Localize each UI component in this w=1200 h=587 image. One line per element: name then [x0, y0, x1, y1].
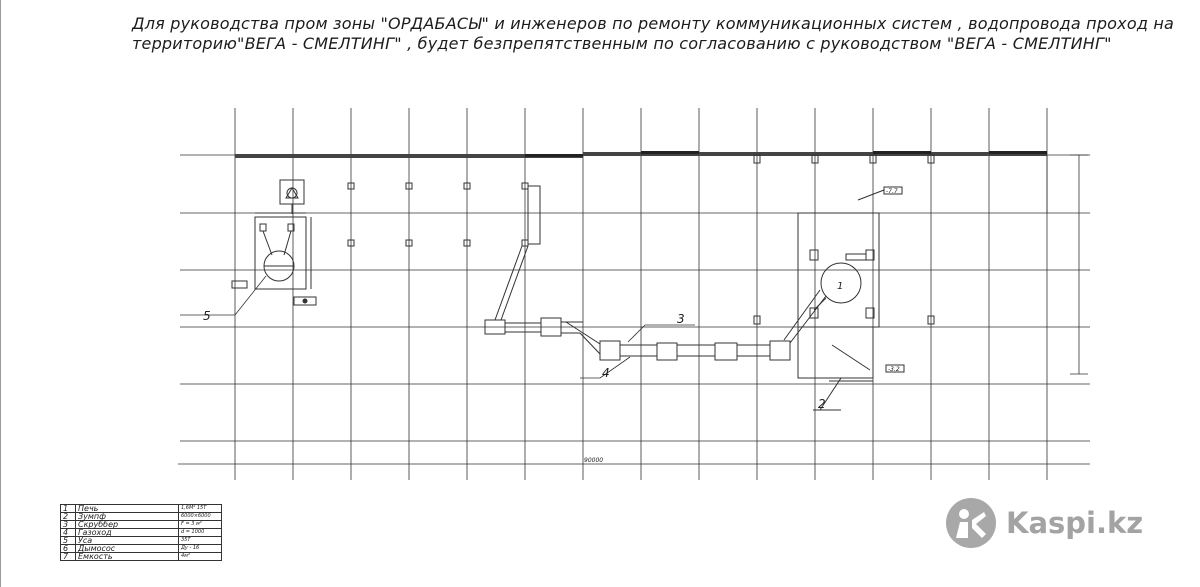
- legend-num: 4: [61, 529, 76, 537]
- legend-num: 1: [61, 505, 76, 513]
- legend-spec: Ду - 16: [179, 545, 222, 553]
- access-note: Для руководства пром зоны "ОРДАБАСЫ" и инженеров по ремонту коммуникационных систем , водопровода проход на территорию"ВЕГА - СМЕЛТИНГ" , будет безпрепятственным по согласованию с руководством "ВЕГА - СМЕЛТИНГ": [132, 14, 1175, 53]
- label-elevation-bottom: -3.2: [888, 366, 900, 373]
- furnace-1: [798, 187, 902, 327]
- label-item-4: 4: [602, 366, 610, 380]
- legend-spec: 1,6М² 15Т: [179, 505, 222, 513]
- legend-name: Печь: [76, 505, 179, 513]
- legend-spec: F = 3 м²: [179, 521, 222, 529]
- legend-num: 7: [61, 553, 76, 561]
- legend-num: 6: [61, 545, 76, 553]
- kaspi-brand-name: Kaspi.kz: [1006, 506, 1144, 540]
- label-item-1: 1: [837, 281, 844, 292]
- label-item-5: 5: [203, 309, 211, 323]
- legend-table: [60, 504, 222, 561]
- smoke-exhaust-fan-6: [280, 180, 304, 214]
- legend-spec: 4м²: [179, 553, 222, 561]
- legend-name: Дымосос: [76, 545, 179, 553]
- label-item-2: 2: [818, 397, 826, 411]
- legend-name: Емкость: [76, 553, 179, 561]
- legend-name: Газоход: [76, 529, 179, 537]
- label-total-length: 90000: [584, 457, 604, 464]
- leader-5: [180, 276, 266, 315]
- legend-spec: 35Т: [179, 537, 222, 545]
- axis-grid: [180, 108, 1090, 480]
- leader-3: [628, 325, 695, 342]
- kaspi-watermark: [946, 498, 1143, 548]
- legend-name: Зумпф: [76, 513, 179, 521]
- legend-spec: d = 1000: [179, 529, 222, 537]
- legend-num: 2: [61, 513, 76, 521]
- cyclone-unit-5: [232, 213, 316, 305]
- dimension-lines: [178, 155, 1090, 464]
- legend-num: 3: [61, 521, 76, 529]
- label-elevation-top: -7.7: [886, 188, 898, 195]
- kaspi-logo-icon: [946, 498, 996, 548]
- legend-row: [61, 553, 222, 561]
- legend-num: 5: [61, 537, 76, 545]
- gas-duct-4: [485, 186, 826, 360]
- legend-spec: 6000×6000: [179, 513, 222, 521]
- legend-name: Уса: [76, 537, 179, 545]
- label-item-3: 3: [677, 312, 685, 326]
- legend-name: Скруббер: [76, 521, 179, 529]
